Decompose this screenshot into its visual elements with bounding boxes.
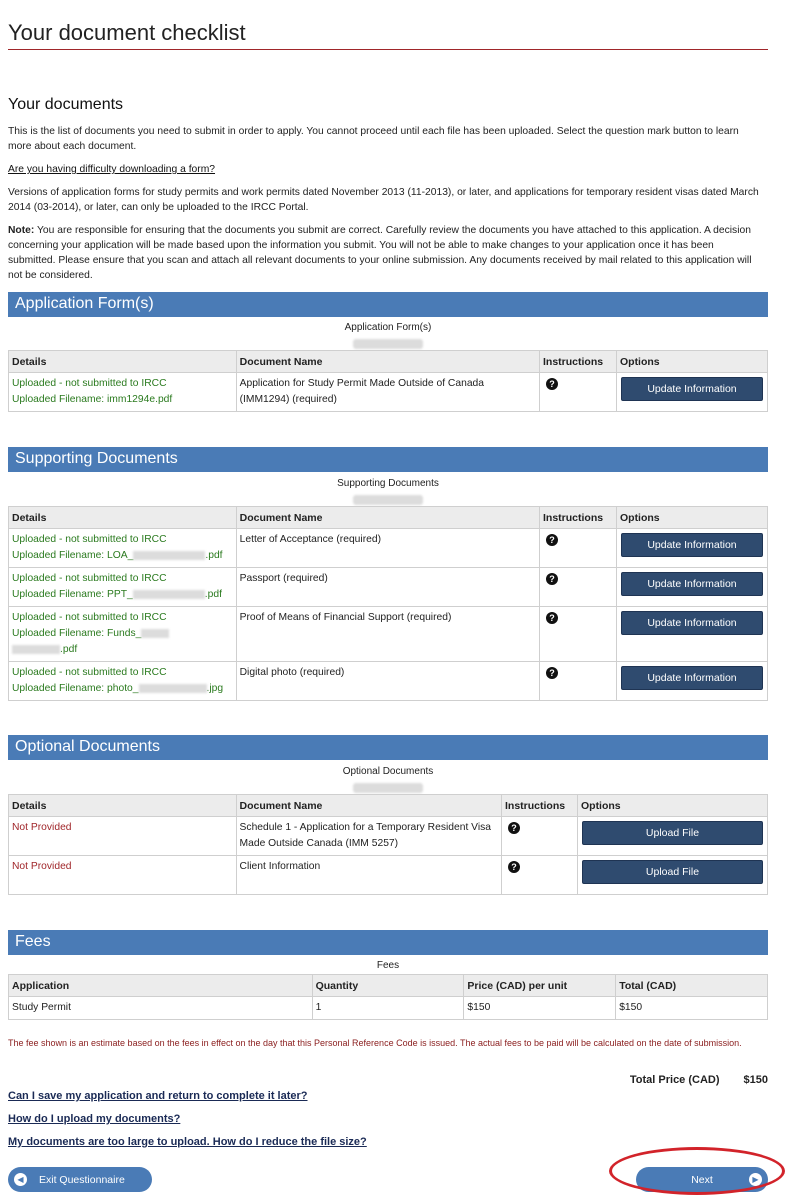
question-circle-icon[interactable]: ? bbox=[508, 822, 520, 834]
supporting-documents-caption: Supporting Documents bbox=[337, 478, 439, 489]
details-cell: Not Provided bbox=[9, 856, 237, 895]
title-divider bbox=[8, 49, 768, 50]
redacted-text bbox=[12, 645, 60, 654]
application-forms-table bbox=[8, 350, 768, 412]
document-name-cell: Proof of Means of Financial Support (required) bbox=[236, 607, 539, 662]
column-header-document-name: Document Name bbox=[236, 795, 501, 817]
exit-questionnaire-button[interactable] bbox=[8, 1167, 152, 1192]
details-cell bbox=[9, 662, 237, 701]
supporting-documents-heading: Supporting Documents bbox=[8, 447, 768, 472]
column-header-total: Total (CAD) bbox=[616, 975, 768, 997]
table-row bbox=[9, 662, 768, 701]
column-header-application: Application bbox=[9, 975, 313, 997]
versions-note: Versions of application forms for study permits and work permits dated November 2013 (11-2013), or later, and applications for temporary resident visas dated March 2014 (03-2014), or later, can only be uploaded to the IRCC Portal. bbox=[8, 187, 759, 213]
table-header-row bbox=[9, 975, 768, 997]
details-cell bbox=[9, 373, 237, 412]
fee-total-cell: $150 bbox=[616, 997, 768, 1020]
upload-status: Uploaded - not submitted to IRCC bbox=[12, 612, 167, 623]
total-price-value: $150 bbox=[743, 1074, 768, 1086]
redacted-text bbox=[353, 783, 423, 793]
uploaded-filename bbox=[12, 587, 233, 603]
fees-caption: Fees bbox=[376, 960, 400, 971]
column-header-options: Options bbox=[577, 795, 767, 817]
question-circle-icon[interactable]: ? bbox=[508, 861, 520, 873]
fee-price-cell: $150 bbox=[464, 997, 616, 1020]
table-row bbox=[9, 529, 768, 568]
update-information-button[interactable]: Update Information bbox=[621, 377, 763, 401]
document-name-cell: Passport (required) bbox=[236, 568, 539, 607]
faq-reduce-file-size-link[interactable]: My documents are too large to upload. How do I reduce the file size? bbox=[8, 1136, 367, 1148]
fees-table bbox=[8, 974, 768, 1020]
exit-questionnaire-label: Exit Questionnaire bbox=[39, 1173, 125, 1186]
arrow-left-circle-icon: ◀ bbox=[14, 1173, 27, 1186]
optional-documents-heading: Optional Documents bbox=[8, 735, 768, 760]
table-row bbox=[9, 997, 768, 1020]
details-cell bbox=[9, 607, 237, 662]
update-information-button[interactable]: Update Information bbox=[621, 572, 763, 596]
redacted-text bbox=[141, 629, 169, 638]
arrow-right-circle-icon: ▶ bbox=[749, 1173, 762, 1186]
filename-prefix: Uploaded Filename: photo_ bbox=[12, 683, 139, 694]
fee-application-cell: Study Permit bbox=[9, 997, 313, 1020]
column-header-document-name: Document Name bbox=[236, 507, 539, 529]
table-header-row bbox=[9, 795, 768, 817]
table-row bbox=[9, 568, 768, 607]
fees-heading: Fees bbox=[8, 930, 768, 955]
options-cell bbox=[616, 607, 767, 662]
details-cell: Not Provided bbox=[9, 817, 237, 856]
difficulty-link-wrap bbox=[8, 162, 760, 177]
upload-status: Uploaded - not submitted to IRCC bbox=[12, 534, 167, 545]
instructions-cell bbox=[502, 817, 578, 856]
supporting-documents-table bbox=[8, 506, 768, 701]
difficulty-downloading-link[interactable]: Are you having difficulty downloading a form? bbox=[8, 164, 216, 175]
options-cell bbox=[616, 568, 767, 607]
filename-suffix: .pdf bbox=[204, 589, 222, 600]
intro-text: This is the list of documents you need to submit in order to apply. You cannot proceed until each file has been uploaded. Select the question mark button to learn more about each document. bbox=[8, 126, 739, 152]
document-name-cell: Client Information bbox=[236, 856, 501, 895]
table-row bbox=[9, 607, 768, 662]
options-cell bbox=[616, 662, 767, 701]
instructions-cell bbox=[540, 607, 617, 662]
uploaded-filename: Uploaded Filename: imm1294e.pdf bbox=[12, 394, 173, 405]
options-cell bbox=[577, 856, 767, 895]
details-cell bbox=[9, 568, 237, 607]
instructions-cell bbox=[540, 373, 617, 412]
instructions-cell bbox=[540, 662, 617, 701]
upload-status: Uploaded - not submitted to IRCC bbox=[12, 378, 167, 389]
optional-documents-caption: Optional Documents bbox=[342, 766, 434, 777]
column-header-quantity: Quantity bbox=[312, 975, 464, 997]
column-header-price: Price (CAD) per unit bbox=[464, 975, 616, 997]
document-name-cell: Digital photo (required) bbox=[236, 662, 539, 701]
application-forms-caption: Application Form(s) bbox=[344, 322, 432, 333]
table-row bbox=[9, 856, 768, 895]
column-header-details: Details bbox=[9, 507, 237, 529]
application-forms-heading: Application Form(s) bbox=[8, 292, 768, 317]
document-name-cell: Application for Study Permit Made Outside of Canada (IMM1294) (required) bbox=[236, 373, 539, 412]
fee-quantity-cell: 1 bbox=[312, 997, 464, 1020]
instructions-cell bbox=[502, 856, 578, 895]
upload-file-button[interactable]: Upload File bbox=[582, 821, 763, 845]
redacted-text bbox=[353, 339, 423, 349]
question-circle-icon[interactable]: ? bbox=[546, 667, 558, 679]
question-circle-icon[interactable]: ? bbox=[546, 612, 558, 624]
column-header-document-name: Document Name bbox=[236, 351, 539, 373]
filename-suffix: .jpg bbox=[206, 683, 224, 694]
note-paragraph bbox=[8, 223, 760, 283]
note-label: Note: bbox=[8, 225, 35, 236]
documents-heading: Your documents bbox=[8, 96, 124, 113]
redacted-text bbox=[133, 551, 205, 560]
question-circle-icon[interactable]: ? bbox=[546, 378, 558, 390]
update-information-button[interactable]: Update Information bbox=[621, 666, 763, 690]
redacted-text bbox=[133, 590, 205, 599]
next-button-highlight-circle bbox=[609, 1147, 785, 1195]
total-price bbox=[630, 1074, 768, 1086]
column-header-instructions: Instructions bbox=[502, 795, 578, 817]
faq-upload-documents-link[interactable]: How do I upload my documents? bbox=[8, 1113, 181, 1125]
options-cell bbox=[616, 373, 767, 412]
optional-documents-table bbox=[8, 794, 768, 895]
filename-prefix: Uploaded Filename: LOA_ bbox=[12, 550, 134, 561]
options-cell bbox=[577, 817, 767, 856]
options-cell bbox=[616, 529, 767, 568]
filename-suffix: .pdf bbox=[205, 550, 223, 561]
document-name-cell: Letter of Acceptance (required) bbox=[236, 529, 539, 568]
upload-file-button[interactable]: Upload File bbox=[582, 860, 763, 884]
redacted-text bbox=[139, 684, 207, 693]
instructions-cell bbox=[540, 529, 617, 568]
redacted-text bbox=[353, 495, 423, 505]
details-cell bbox=[9, 529, 237, 568]
table-row bbox=[9, 373, 768, 412]
update-information-button[interactable]: Update Information bbox=[621, 533, 763, 557]
uploaded-filename bbox=[12, 681, 233, 697]
uploaded-filename bbox=[12, 626, 233, 658]
column-header-details: Details bbox=[9, 795, 237, 817]
table-row bbox=[9, 817, 768, 856]
column-header-instructions: Instructions bbox=[540, 507, 617, 529]
next-label: Next bbox=[691, 1173, 713, 1186]
upload-status: Uploaded - not submitted to IRCC bbox=[12, 667, 167, 678]
fee-note: The fee shown is an estimate based on the fees in effect on the day that this Personal Reference Code is issued. The actual fees to be paid will be calculated on the date of submission. bbox=[8, 1038, 742, 1048]
note-text: You are responsible for ensuring that the documents you submit are correct. Carefully review the documents you have attached to this application. A decision concerning your application will be made based upon the information you submit. You will not be able to make changes to your application once it has been submitted. Please ensure that you scan and attach all relevant documents to your online submission. Any documents received by mail related to this application will not be considered. bbox=[8, 225, 752, 281]
document-name-cell: Schedule 1 - Application for a Temporary Resident Visa Made Outside Canada (IMM 5257) bbox=[236, 817, 501, 856]
filename-prefix: Uploaded Filename: PPT_ bbox=[12, 589, 133, 600]
total-price-label: Total Price (CAD) bbox=[629, 1074, 720, 1086]
page-title: Your document checklist bbox=[8, 20, 246, 45]
table-header-row bbox=[9, 507, 768, 529]
upload-status: Uploaded - not submitted to IRCC bbox=[12, 573, 167, 584]
column-header-options: Options bbox=[616, 507, 767, 529]
update-information-button[interactable]: Update Information bbox=[621, 611, 763, 635]
column-header-instructions: Instructions bbox=[540, 351, 617, 373]
instructions-cell bbox=[540, 568, 617, 607]
filename-suffix: .pdf bbox=[60, 644, 78, 655]
table-header-row bbox=[9, 351, 768, 373]
question-circle-icon[interactable]: ? bbox=[546, 534, 558, 546]
question-circle-icon[interactable]: ? bbox=[546, 573, 558, 585]
column-header-details: Details bbox=[9, 351, 237, 373]
faq-save-return-link[interactable]: Can I save my application and return to complete it later? bbox=[8, 1090, 308, 1102]
column-header-options: Options bbox=[616, 351, 767, 373]
uploaded-filename bbox=[12, 548, 233, 564]
filename-prefix: Uploaded Filename: Funds_ bbox=[12, 628, 142, 639]
